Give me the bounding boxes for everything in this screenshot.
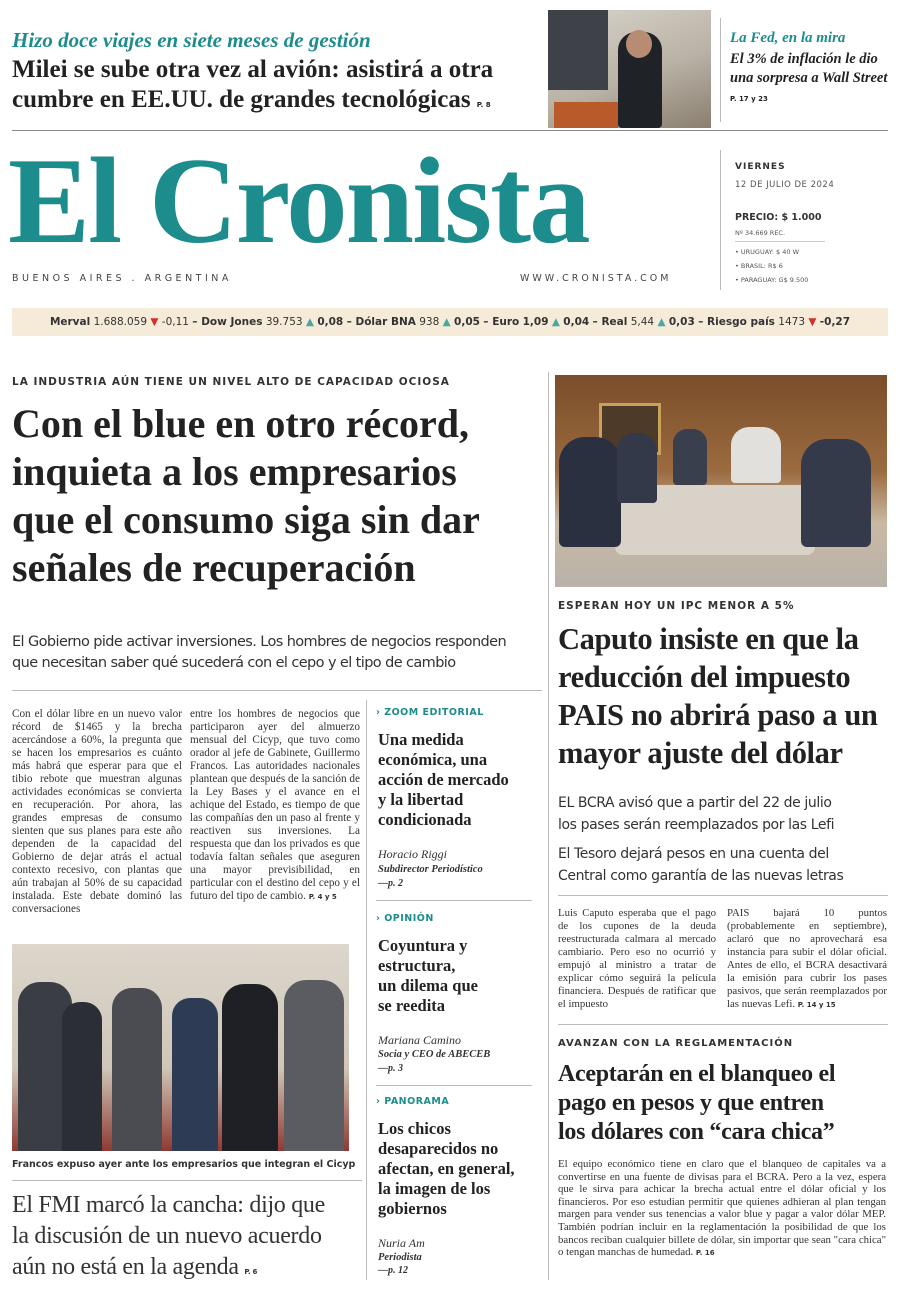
caputo-headline-line: Caputo insiste en que la — [558, 622, 859, 656]
page-num: p. 3 — [388, 1063, 403, 1074]
lead-rule — [12, 690, 542, 691]
page-num: p. 12 — [388, 1265, 408, 1276]
title-line: la imagen de los — [378, 1179, 491, 1198]
top-left-page-ref: P. 8 — [476, 101, 491, 109]
title-line: gobiernos — [378, 1199, 447, 1218]
blanqueo-headline[interactable] — [558, 1060, 893, 1147]
lead-headline-line: inquieta a los empresarios — [12, 449, 457, 494]
title-line: y la libertad — [378, 790, 464, 809]
caputo-body-col1: Luis Caputo esperaba que el pago de los cupones de la deuda reestructurada calmara al mercado cambiario. Pero eso no ocurrió y empujó al ministro a tratar de explicar cómo seguirá la película financiera. Después de ratificar que el impuesto — [558, 907, 716, 1010]
down-arrow-icon: ▼ — [150, 316, 159, 328]
up-arrow-icon: ▲ — [657, 316, 666, 328]
title-line: afectan, en general, — [378, 1159, 515, 1178]
podium-shape — [554, 102, 618, 128]
francos-photo-caption: Francos expuso ayer ante los empresarios que integran el Cicyp — [12, 1159, 356, 1170]
title-line: condicionada — [378, 810, 472, 829]
masthead-website[interactable]: WWW.CRONISTA.COM — [520, 273, 672, 284]
ticker-sep: – — [192, 316, 202, 328]
title-line: se reedita — [378, 996, 446, 1015]
title-line: económica, una — [378, 750, 488, 769]
caputo-headline-line: mayor ajuste del dólar — [558, 736, 843, 770]
lead-page-ref: P. 4 y 5 — [308, 893, 337, 901]
opinion-title-panorama[interactable] — [378, 1119, 543, 1219]
blanqueo-body-text: El equipo económico tiene en claro que el blanqueo de capitales va a convertirse en una fuente de divisas para el BCRA. Pero a la vez, espera que le sirva para achicar la brecha actual entre el dólar oficial y los financieros. Por eso estudian permitir que quienes adhieran al plan tengan margen para vender sus tenencias a valor blue y pagar a valor dólar MEP. También podrían incluir en la reglamentación la posibilidad de que los bancos reciban cualquier billete de dólar, sin importar que sean "cara chica" o tengan manchas de humedad. — [558, 1158, 886, 1259]
opinion-author-zoom: Horacio Riggi — [378, 847, 447, 861]
title-line: un dilema que — [378, 976, 478, 995]
price-rule — [735, 241, 825, 242]
caputo-page-ref: P. 14 y 15 — [797, 1001, 836, 1009]
opinion-divider — [366, 700, 367, 1280]
ticker-item-euro[interactable]: Euro 1,09 ▲ 0,04 — [492, 316, 590, 328]
ticker-sep: – — [698, 316, 708, 328]
blanqueo-headline-line: los dólares con “cara chica” — [558, 1119, 835, 1145]
opinion-title-opinion[interactable] — [378, 936, 538, 1016]
blanqueo-kicker: AVANZAN CON LA REGLAMENTACIÓN — [558, 1038, 794, 1049]
person-shape — [112, 988, 162, 1151]
top-left-headline-1[interactable]: Milei se sube otra vez al avión: asistirá a otra — [12, 56, 494, 83]
screen-shape — [548, 10, 608, 90]
abroad-price-py: • PARAGUAY: G$ 9.500 — [735, 276, 809, 284]
caputo-sub1 — [558, 792, 834, 836]
caputo-headline-line: reducción del impuesto — [558, 660, 851, 694]
lead-headline[interactable] — [12, 400, 542, 592]
lead-headline-line: Con el blue en otro récord, — [12, 401, 469, 446]
masthead-issue: Nº 34.669 REC. — [735, 229, 786, 237]
masthead-date: 12 DE JULIO DE 2024 — [735, 180, 835, 190]
up-arrow-icon: ▲ — [305, 316, 314, 328]
opinion-role-zoom: Subdirector Periodístico — [378, 864, 483, 875]
person-shape — [559, 437, 621, 547]
caputo-sub2 — [558, 843, 843, 887]
opinion-page-panorama: —p. 12 — [378, 1265, 408, 1276]
title-line: estructura, — [378, 956, 456, 975]
ticker-item-riesgo[interactable]: Riesgo país 1473 ▼ -0,27 — [707, 316, 851, 328]
person-shape — [673, 429, 707, 485]
caputo-sub-line: EL BCRA avisó que a partir del 22 de julio — [558, 795, 832, 811]
opinion-tag-opinion: › OPINIÓN — [376, 913, 434, 924]
caputo-meeting-photo — [555, 375, 887, 587]
lead-headline-line: señales de recuperación — [12, 545, 416, 590]
blanqueo-rule — [558, 1024, 888, 1025]
caputo-kicker: ESPERAN HOY UN IPC MENOR A 5% — [558, 600, 795, 612]
person-shape — [617, 433, 657, 503]
lead-kicker: LA INDUSTRIA AÚN TIENE UN NIVEL ALTO DE CAPACIDAD OCIOSA — [12, 376, 450, 388]
page-num: p. 2 — [388, 878, 403, 889]
opinion-rule-2 — [376, 1085, 532, 1086]
caputo-headline-line: PAIS no abrirá paso a un — [558, 698, 878, 732]
masthead-city: BUENOS AIRES . ARGENTINA — [12, 273, 232, 284]
person-shape — [801, 439, 871, 547]
caputo-sub-line: los pases serán reemplazados por las Lefi — [558, 817, 835, 833]
blanqueo-headline-line: Aceptarán en el blanqueo el — [558, 1061, 836, 1087]
lead-subhead-line: que necesitan saber qué sucederá con el cepo y el tipo de cambio — [12, 655, 456, 671]
top-right-page-ref: P. 17 y 23 — [730, 95, 768, 103]
person-shape — [62, 1002, 102, 1151]
ticker-item-merval[interactable]: Merval 1.688.059 ▼ -0,11 — [49, 316, 189, 328]
caputo-body-col2-text: PAIS bajará 10 puntos (probablemente en septiembre), aclaró que no aprovechará esa instancia para subir el dólar oficial. Antes de ello, el BCRA desactivará la emisión para cubrir los pases pasivos, que serán reemplazados por las nuevas Lefi. — [727, 907, 887, 1010]
ticker-item-dowjones[interactable]: Dow Jones 39.753 ▲ 0,08 — [201, 316, 344, 328]
caputo-sub-line: El Tesoro dejará pesos en una cuenta del — [558, 846, 829, 862]
person-shape — [222, 984, 278, 1151]
market-ticker — [12, 308, 888, 336]
opinion-tag-panorama: › PANORAMA — [376, 1096, 450, 1107]
top-left-kicker[interactable]: Hizo doce viajes en siete meses de gestión — [12, 28, 371, 52]
ticker-sep: – — [483, 316, 493, 328]
masthead-title[interactable]: El Cronista — [8, 132, 589, 269]
right-column-divider — [548, 372, 549, 1280]
down-arrow-icon: ▼ — [808, 316, 817, 328]
title-line: Los chicos — [378, 1119, 451, 1138]
top-right-kicker[interactable]: La Fed, en la mira — [730, 30, 846, 46]
masthead-price: PRECIO: $ 1.000 — [735, 212, 822, 223]
opinion-author-panorama: Nuria Am — [378, 1236, 425, 1250]
fmi-headline-line: la discusión de un nuevo acuerdo — [12, 1223, 322, 1249]
opinion-title-zoom[interactable] — [378, 730, 538, 830]
fmi-headline[interactable] — [12, 1190, 372, 1288]
top-right-divider — [720, 18, 721, 122]
fmi-headline-line: El FMI marcó la cancha: dijo que — [12, 1192, 325, 1218]
blanqueo-body — [558, 1158, 886, 1282]
lead-subhead-line: El Gobierno pide activar inversiones. Los hombres de negocios responden — [12, 634, 507, 650]
masthead-divider — [720, 150, 721, 290]
caputo-headline[interactable] — [558, 620, 893, 772]
fmi-rule — [12, 1180, 362, 1181]
top-right-headline[interactable] — [730, 50, 890, 109]
opinion-role-panorama: Periodista — [378, 1252, 422, 1263]
lead-subhead — [12, 632, 542, 674]
title-line: Coyuntura y — [378, 936, 468, 955]
opinion-role-opinion: Socia y CEO de ABECEB — [378, 1049, 491, 1060]
up-arrow-icon: ▲ — [551, 316, 560, 328]
ticker-item-dolar[interactable]: Dólar BNA 938 ▲ 0,05 — [355, 316, 480, 328]
ticker-item-real[interactable]: Real 5,44 ▲ 0,03 — [601, 316, 695, 328]
opinion-author-opinion: Mariana Camino — [378, 1033, 462, 1047]
top-left-headline-2[interactable] — [12, 86, 491, 114]
up-arrow-icon: ▲ — [442, 316, 451, 328]
title-line: Una medida — [378, 730, 464, 749]
francos-photo — [12, 944, 349, 1151]
caputo-rule — [558, 895, 888, 896]
top-left-headline-text: cumbre en EE.UU. de grandes tecnológicas — [12, 86, 471, 113]
abroad-price-br: • BRASIL: R$ 6 — [735, 262, 783, 270]
lead-body-col1: Con el dólar libre en un nuevo valor récord de $1465 y la brecha acercándose a 60%, la pregunta que se hacen los empresarios es cuánto más habrá que esperar para que el tibio rebote que muestran algunas actividades económicas se convierta en recuperación. Por ahora, las grandes empresas de consumo sienten que sus planes para este año dependen de la capacidad del Gobierno de dejar atrás el actual contexto recesivo, con plantas que aún trabajan al 50% de su capacidad instalada. Este debate dominó las conversaciones — [12, 708, 182, 915]
blanqueo-headline-line: pago en pesos y que entren — [558, 1090, 824, 1116]
person-shape — [284, 980, 344, 1151]
blanqueo-page-ref: P. 16 — [695, 1249, 715, 1258]
person-shape — [731, 427, 781, 483]
title-line: acción de mercado — [378, 770, 509, 789]
abroad-price-uy: • URUGUAY: $ 40 W — [735, 248, 799, 256]
caputo-body-col2 — [727, 907, 887, 1015]
milei-head-shape — [626, 30, 652, 58]
masthead-day: VIERNES — [735, 162, 786, 172]
ticker-sep: – — [592, 316, 602, 328]
caputo-sub-line: Central como garantía de las nuevas letras — [558, 868, 844, 884]
opinion-tag-zoom: › ZOOM EDITORIAL — [376, 707, 484, 718]
opinion-page-opinion: —p. 3 — [378, 1063, 403, 1074]
ticker-sep: – — [346, 316, 356, 328]
lead-body-col2 — [190, 708, 360, 932]
fmi-page-ref: P. 6 — [244, 1268, 258, 1276]
milei-photo — [548, 10, 711, 128]
fmi-headline-line: aún no está en la agenda — [12, 1254, 239, 1280]
lead-body-col2-text: entre los hombres de negocios que participaron ayer del almuerzo mensual del Cicyp, que tuvo como orador al jefe de Gabinete, Guillermo Francos. Las autoridades nacionales plantean que después de la sanción de la Ley Bases y el avance en el achique del Estado, es tiempo de que las compañías den un paso al frente y reactiven sus inversiones. La respuesta que dan los privados es que todavía faltan señales que aseguren una mayor previsibilidad, en particular con el destino del cepo y el futuro del tipo de cambio. — [190, 708, 360, 902]
top-right-headline-text: El 3% de inflación le dio una sorpresa a Wall Street — [730, 51, 888, 86]
lead-headline-line: que el consumo siga sin dar — [12, 497, 480, 542]
title-line: desaparecidos no — [378, 1139, 499, 1158]
person-shape — [172, 998, 218, 1151]
opinion-page-zoom: —p. 2 — [378, 878, 403, 889]
opinion-rule-1 — [376, 900, 532, 901]
